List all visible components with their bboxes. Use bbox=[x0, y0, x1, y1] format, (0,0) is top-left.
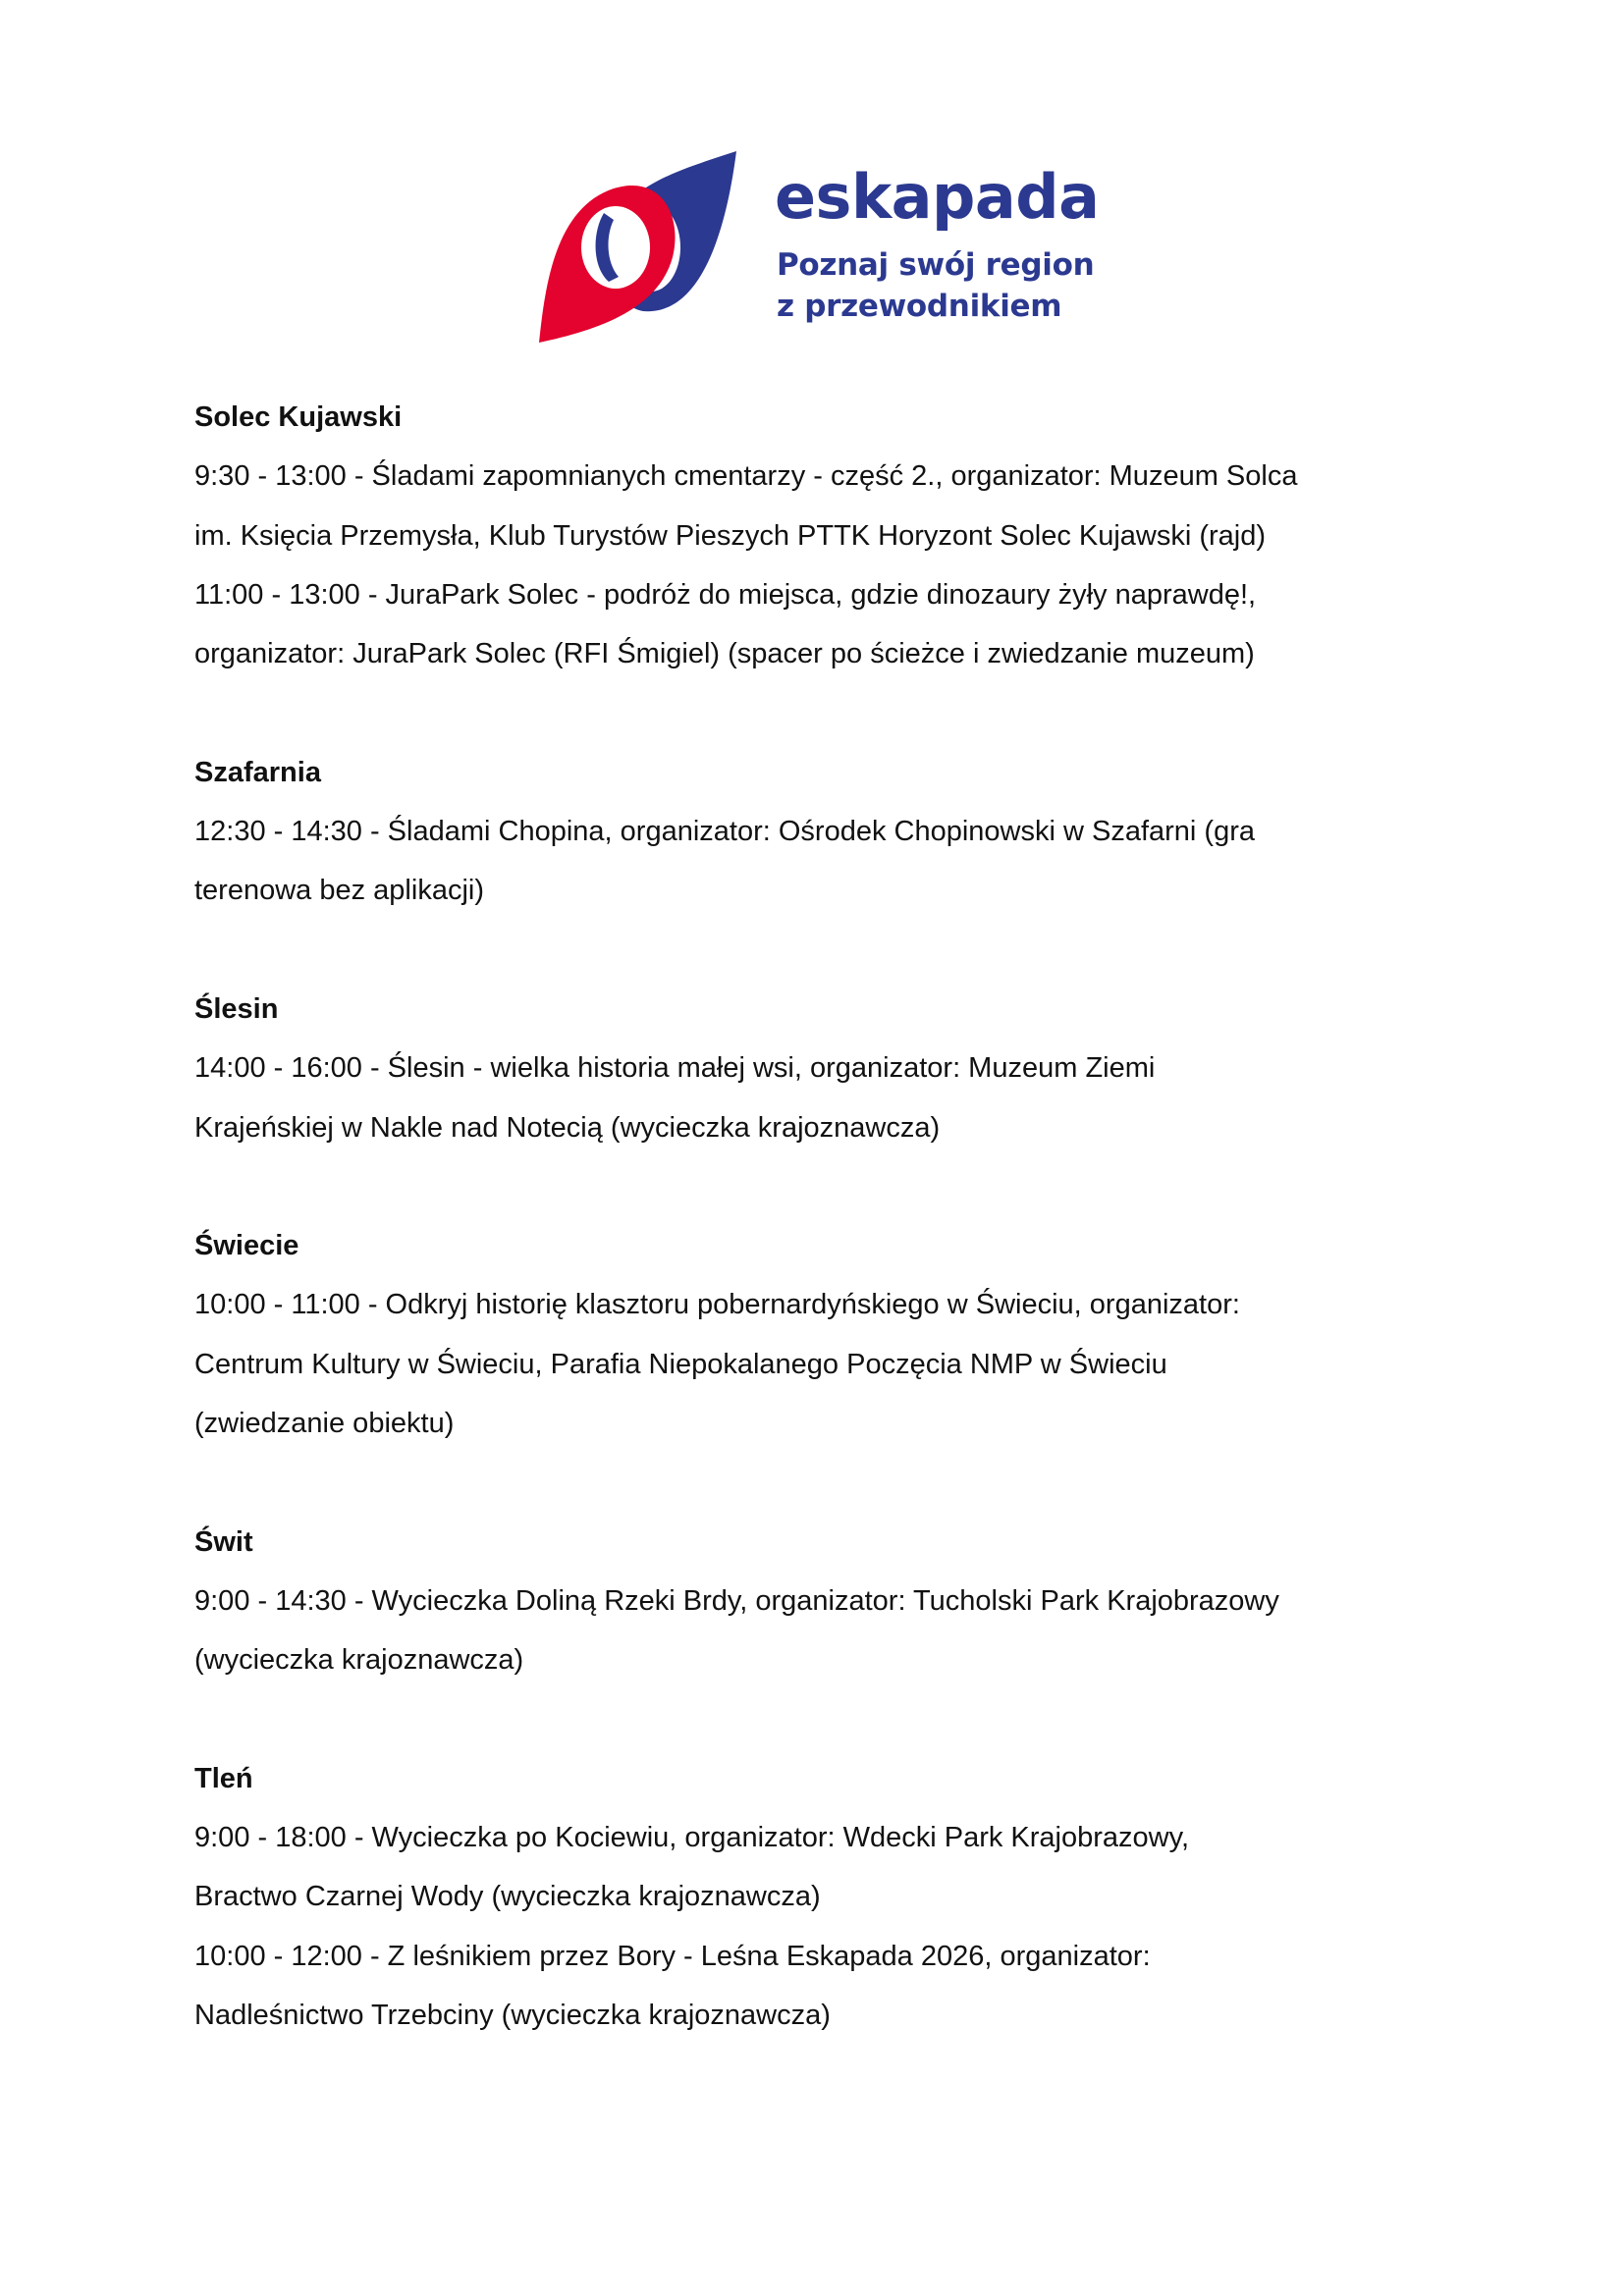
event-line: 9:00 - 18:00 - Wycieczka po Kociewiu, organizator: Wdecki Park Krajobrazowy, bbox=[194, 1822, 1190, 1854]
event-line: Centrum Kultury w Świeciu, Parafia Niepokalanego Poczęcia NMP w Świeciu bbox=[194, 1348, 1167, 1380]
section-solec-kujawski bbox=[194, 398, 1471, 693]
section-spacer bbox=[194, 1463, 1471, 1522]
event-line: (zwiedzanie obiektu) bbox=[194, 1408, 455, 1440]
event-line: Bractwo Czarnej Wody (wycieczka krajoznawcza) bbox=[194, 1881, 821, 1913]
section-spacer bbox=[194, 1167, 1471, 1226]
place-heading: Tleń bbox=[194, 1762, 253, 1794]
place-heading: Solec Kujawski bbox=[194, 401, 403, 433]
eskapada-logo bbox=[535, 147, 1105, 353]
event-line: 10:00 - 12:00 - Z leśnikiem przez Bory - Leśna Eskapada 2026, organizator: bbox=[194, 1940, 1151, 1972]
section-slesin bbox=[194, 989, 1471, 1167]
event-line: organizator: JuraPark Solec (RFI Śmigiel) (spacer po ścieżce i zwiedzanie muzeum) bbox=[194, 638, 1255, 670]
section-spacer bbox=[194, 693, 1471, 752]
event-line: terenowa bez aplikacji) bbox=[194, 875, 484, 907]
logo-tagline-1: Poznaj swój region bbox=[777, 247, 1095, 283]
event-line: 12:30 - 14:30 - Śladami Chopina, organizator: Ośrodek Chopinowski w Szafarni (gra bbox=[194, 816, 1255, 848]
event-line: (wycieczka krajoznawcza) bbox=[194, 1644, 524, 1677]
logo-brand: eskapada bbox=[775, 161, 1100, 233]
event-line: 14:00 - 16:00 - Ślesin - wielka historia małej wsi, organizator: Muzeum Ziemi bbox=[194, 1052, 1156, 1085]
section-szafarnia bbox=[194, 753, 1471, 931]
section-spacer bbox=[194, 931, 1471, 989]
event-line: 9:30 - 13:00 - Śladami zapomnianych cmentarzy - część 2., organizator: Muzeum Solca bbox=[194, 460, 1298, 493]
section-swiecie bbox=[194, 1226, 1471, 1463]
event-line: im. Księcia Przemysła, Klub Turystów Pieszych PTTK Horyzont Solec Kujawski (rajd) bbox=[194, 519, 1267, 552]
place-heading: Świecie bbox=[194, 1230, 299, 1262]
event-schedule bbox=[194, 398, 1471, 2055]
event-line: 11:00 - 13:00 - JuraPark Solec - podróż do miejsca, gdzie dinozaury żyły naprawdę!, bbox=[194, 578, 1257, 611]
event-line: 9:00 - 14:30 - Wycieczka Doliną Rzeki Brdy, organizator: Tucholski Park Krajobrazowy bbox=[194, 1584, 1279, 1617]
place-heading: Ślesin bbox=[194, 992, 279, 1025]
logo-tagline-2: z przewodnikiem bbox=[777, 289, 1062, 324]
section-spacer bbox=[194, 1700, 1471, 1759]
section-tlen bbox=[194, 1759, 1471, 2055]
place-heading: Świt bbox=[194, 1525, 253, 1558]
place-heading: Szafarnia bbox=[194, 756, 321, 788]
section-swit bbox=[194, 1522, 1471, 1700]
event-line: Nadleśnictwo Trzebciny (wycieczka krajoznawcza) bbox=[194, 2000, 831, 2032]
logo-mark-icon bbox=[535, 149, 741, 350]
event-line: Krajeńskiej w Nakle nad Notecią (wycieczka krajoznawcza) bbox=[194, 1111, 941, 1144]
event-line: 10:00 - 11:00 - Odkryj historię klasztoru pobernardyńskiego w Świeciu, organizator: bbox=[194, 1289, 1240, 1321]
